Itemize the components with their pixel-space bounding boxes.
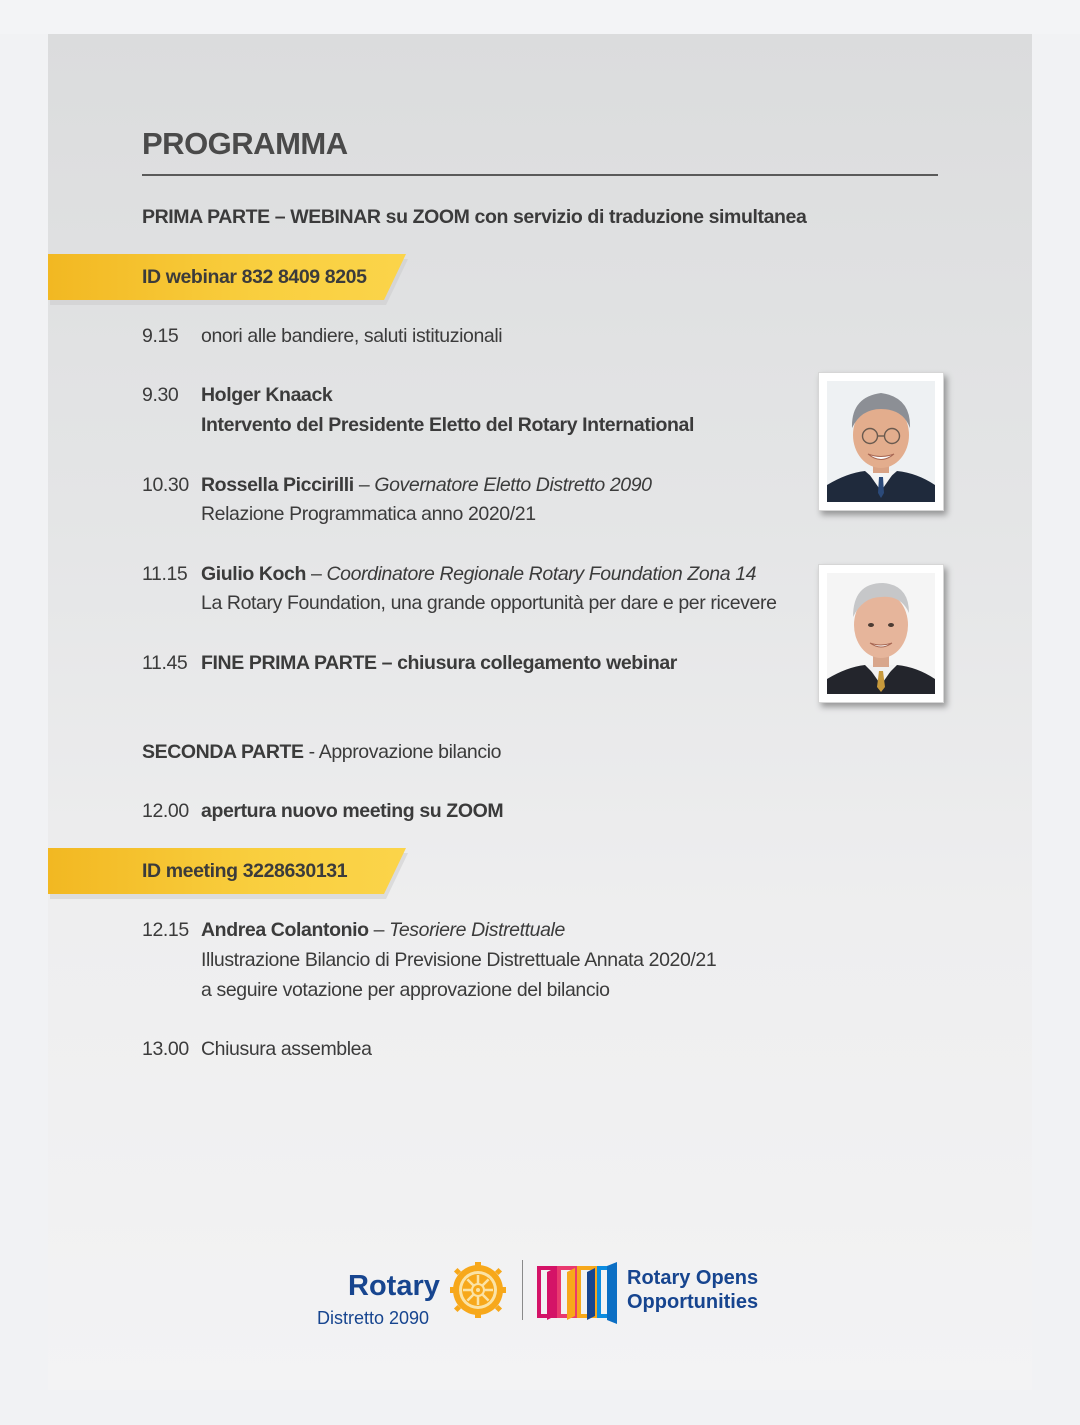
separator: – — [368, 919, 390, 941]
page-title: PROGRAMMA — [142, 126, 348, 161]
time-930: 9.30 — [142, 384, 179, 406]
program-page — [48, 34, 1032, 1390]
doors-icon — [537, 1262, 619, 1324]
item-1215-desc2: a seguire votazione per approvazione del bilancio — [201, 979, 610, 1001]
part2-header-bold: SECONDA PARTE — [142, 741, 304, 763]
time-1200: 12.00 — [142, 800, 189, 822]
meeting-id-banner — [48, 848, 408, 898]
part2-header-rest: - Approvazione bilancio — [303, 741, 502, 763]
speaker-name: Giulio Koch — [201, 563, 307, 585]
item-915-text: onori alle bandiere, saluti istituzionali — [201, 325, 503, 347]
speaker-name: Holger Knaack — [201, 384, 333, 406]
item-1030-desc: Relazione Programmatica anno 2020/21 — [201, 503, 536, 525]
rotary-wheel-icon — [448, 1260, 508, 1320]
item-1215-desc: Illustrazione Bilancio di Previsione Distrettuale Annata 2020/21 — [201, 949, 717, 971]
part2-header — [142, 741, 501, 764]
item-1115-heading — [201, 563, 756, 586]
item-1215-heading — [201, 919, 565, 942]
separator: – — [353, 474, 375, 496]
item-1300-text: Chiusura assemblea — [201, 1038, 372, 1060]
speaker-role: Governatore Eletto Distretto 2090 — [374, 474, 652, 496]
time-1215: 12.15 — [142, 919, 189, 941]
item-1145-text: FINE PRIMA PARTE – chiusura collegamento webinar — [201, 652, 677, 674]
time-1300: 13.00 — [142, 1038, 189, 1060]
time-1030: 10.30 — [142, 474, 189, 496]
webinar-id-banner — [48, 254, 408, 304]
time-915: 9.15 — [142, 325, 179, 347]
item-1030-heading — [201, 474, 652, 497]
speaker-role: Tesoriere Distrettuale — [389, 919, 565, 941]
rotary-opens-opportunities — [627, 1266, 758, 1314]
item-930-desc: Intervento del Presidente Eletto del Rotary International — [201, 414, 694, 436]
speaker-photo-giulio-koch — [818, 564, 944, 703]
district-label: Distretto 2090 — [317, 1308, 430, 1328]
logo-divider — [522, 1260, 523, 1320]
item-1200-text: apertura nuovo meeting su ZOOM — [201, 800, 504, 822]
time-1115: 11.15 — [142, 563, 188, 585]
footer-logos — [48, 1254, 1032, 1344]
top-strip — [0, 0, 1080, 34]
speaker-role: Coordinatore Regionale Rotary Foundation Zona 14 — [326, 563, 757, 585]
speaker-photo-holger-knaack — [818, 372, 944, 511]
speaker-name: Andrea Colantonio — [201, 919, 369, 941]
item-1115-desc: La Rotary Foundation, una grande opportunità per dare e per ricevere — [201, 592, 777, 614]
time-1145: 11.45 — [142, 652, 188, 674]
title-divider — [142, 174, 938, 176]
separator: – — [306, 563, 327, 585]
meeting-id-text: ID meeting 3228630131 — [142, 860, 348, 882]
opens-line1: Rotary Opens — [627, 1267, 759, 1289]
speaker-name: Rossella Piccirilli — [201, 474, 354, 496]
rotary-wordmark: Rotary — [348, 1270, 440, 1302]
part1-header: PRIMA PARTE – WEBINAR su ZOOM con servizio di traduzione simultanea — [142, 206, 807, 228]
webinar-id-text: ID webinar 832 8409 8205 — [142, 266, 367, 288]
opens-line2: Opportunities — [627, 1291, 759, 1313]
